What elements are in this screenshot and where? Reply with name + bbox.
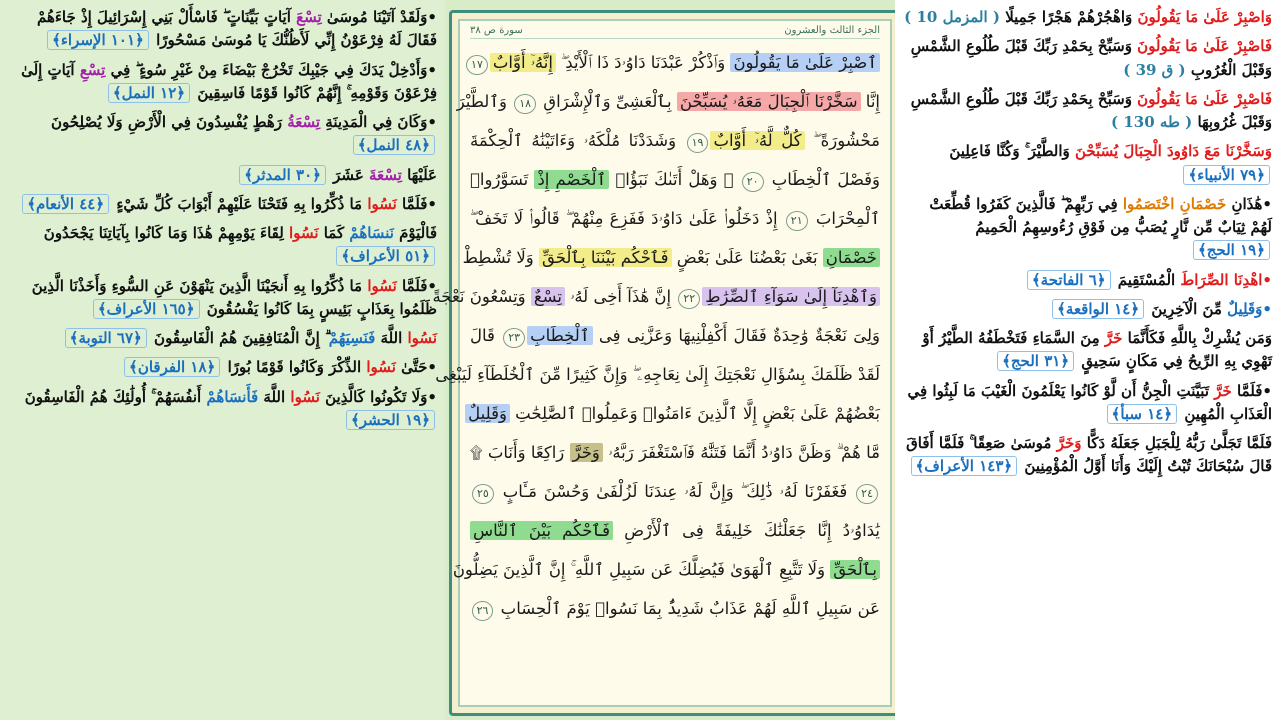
mushaf-page-inner <box>432 19 892 707</box>
keyword-highlight: ( طه 130 ) <box>1111 113 1193 131</box>
verse-text: لِقَاءَ يَوْمِهِمْ هَٰذَا وَمَا كَانُوا بِآيَاتِنَا يَجْحَدُونَ <box>43 224 290 242</box>
surah-reference: ﴿١٩ الحج﴾ <box>1193 240 1270 260</box>
verse-text: عَشَرَ <box>327 165 369 184</box>
cross-reference-entry <box>8 193 437 216</box>
verse-text: وَمَن يُشْرِكْ بِاللَّهِ فَكَأَنَّمَا <box>1122 329 1272 347</box>
left-notes-panel <box>0 0 445 720</box>
highlighted-phrase: كُلٌّ لَّهُۥٓ أَوَّابٌ <box>710 131 804 150</box>
ayah-text: وَلِىَ نَعْجَةٌ وَٰحِدَةٌ فَقَالَ أَكْفِلْنِيهَا وَعَزَّنِى فِى <box>592 326 880 345</box>
ayah-number-marker: ١٨ <box>514 94 536 114</box>
cross-reference-entry <box>903 6 1272 29</box>
mushaf-page <box>432 10 901 716</box>
ayah-text: رَاكِعًا وَأَنَابَ ۩ <box>470 443 570 462</box>
highlighted-phrase: وَٱهْدِنَآ إِلَىٰ سَوَآءِ ٱلصِّرَٰطِ <box>702 287 880 306</box>
mushaf-line <box>470 589 880 628</box>
ayah-text: وَٱذْكُرْ عَبْدَنَا دَاوُۥدَ ذَا ٱلْأَيْدِ ۖ <box>555 53 731 72</box>
verse-text: •فَلَمَّا <box>1231 381 1272 400</box>
keyword-highlight: نَسُوا <box>407 329 437 347</box>
ayah-text: بَغَىٰ بَعْضُنَا عَلَىٰ بَعْضٍ <box>671 248 823 267</box>
ayah-number-marker: ٢٥ <box>472 484 494 504</box>
highlighted-phrase: ٱصْبِرْ عَلَىٰ مَا يَقُولُونَ <box>730 53 880 72</box>
keyword-highlight: وَسَخَّرْنَا مَعَ دَاوُودَ الْجِبَالَ يُسَبِّحْنَ <box>1074 142 1272 161</box>
mushaf-line <box>470 160 880 199</box>
verse-text: تَبَيَّنَتِ الْجِنُّ أَن لَّوْ كَانُوا يَعْلَمُونَ الْغَيْبَ مَا لَبِثُوا فِي الْعَذَابِ الْمُهِينِ <box>907 381 1272 423</box>
surah-reference: ﴿٣٠ المدثر﴾ <box>239 165 326 185</box>
surah-reference: ﴿٦٧ التوبة﴾ <box>65 328 147 348</box>
mushaf-line <box>470 394 880 433</box>
keyword-highlight: ( ق 39 ) <box>1123 60 1186 79</box>
ayah-text: لَقَدْ ظَلَمَكَ بِسُؤَالِ نَعْجَتِكَ إِلَىٰ نِعَاجِهِۦ ۖ وَإِنَّ كَثِيرًا مِّنَ ٱلْخُلَطَآءِ لَيَبْغِى <box>435 365 880 384</box>
verse-text: وَالطَّيْرَ ۚ وَكُنَّا فَاعِلِينَ <box>949 142 1075 161</box>
verse-text: •فَلَمَّا <box>396 276 437 295</box>
ayah-text: وَلَا تَتَّبِعِ ٱلْهَوَىٰ فَيُضِلَّكَ عَن سَبِيلِ ٱللَّهِ ۚ إِنَّ ٱلَّذِينَ يَضِلُّونَ <box>452 560 831 579</box>
cross-reference-entry <box>8 59 437 106</box>
verse-text: ۗ إِنَّ الْمُنَافِقِينَ هُمُ الْفَاسِقُونَ <box>148 329 329 347</box>
ayah-text: بَعْضُهُمْ عَلَىٰ بَعْضٍ إِلَّا ٱلَّذِينَ ءَامَنُوا۟ وَعَمِلُوا۟ ٱلصَّٰلِحَٰتِ <box>509 404 880 423</box>
ayah-number-marker: ١٩ <box>687 133 709 153</box>
surah-reference: ﴿١٤ الواقعة﴾ <box>1052 299 1144 319</box>
cross-reference-entry <box>8 164 437 187</box>
surah-reference: ﴿٧٩ الأنبياء﴾ <box>1183 165 1270 185</box>
surah-label: سورة ص ٣٨ <box>470 25 523 36</box>
surah-reference: ﴿١٠١ الإسراء﴾ <box>47 30 149 50</box>
ayah-text: إِنَّ هَٰذَآ أَخِى لَهُۥ <box>564 287 677 306</box>
surah-reference: ﴿١٦٥ الأعراف﴾ <box>93 299 200 319</box>
keyword-highlight: وَخَرَّ <box>1056 434 1082 452</box>
ayah-text: مَّا هُمْ ۗ وَظَنَّ دَاوُۥدُ أَنَّمَا فَتَنَّٰهُ فَٱسْتَغْفَرَ رَبَّهُۥ <box>602 443 881 462</box>
mushaf-line <box>470 199 880 238</box>
ayah-text: بِٱلْعَشِىِّ وَٱلْإِشْرَاقِ <box>538 92 677 111</box>
highlighted-phrase: خَصْمَانِ <box>823 248 880 267</box>
keyword-highlight: فَاصْبِرْ عَلَىٰ مَا يَقُولُونَ <box>1137 37 1272 56</box>
verse-text: فَالْيَوْمَ <box>393 224 437 242</box>
verse-text: •وَأَدْخِلْ يَدَكَ فِي جَيْبِكَ تَخْرُجْ بَيْضَاءَ مِنْ غَيْرِ سُوءٍ ۖ فِي <box>105 60 437 79</box>
keyword-highlight: نَسُوا <box>289 224 319 242</box>
verse-text: مَا ذُكِّرُوا بِهِ فَتَحْنَا عَلَيْهِمْ أَبْوَابَ كُلِّ شَيْءٍ <box>111 194 368 213</box>
cross-reference-entry <box>903 432 1272 479</box>
keyword-highlight: ( المزمل 10 ) <box>904 8 1000 26</box>
cross-reference-entry <box>903 380 1272 427</box>
mushaf-line <box>470 472 880 511</box>
ayah-text: فَغَفَرْنَا لَهُۥ ذَٰلِكَ ۖ وَإِنَّ لَهُۥ عِندَنَا لَزُلْفَىٰ وَحُسْنَ مَـَٔابٍ <box>495 482 855 501</box>
keyword-highlight: تِسْعَةُ <box>287 113 321 131</box>
ayah-text: يَٰدَاوُۥدُ إِنَّا جَعَلْنَٰكَ خَلِيفَةً فِى ٱلْأَرْضِ <box>613 521 880 540</box>
highlighted-phrase: سَخَّرْنَا ٱلْجِبَالَ مَعَهُۥ يُسَبِّحْنَ <box>677 92 861 111</box>
ayah-text: عَن سَبِيلِ ٱللَّهِ لَهُمْ عَذَابٌ شَدِيدٌۢ بِمَا نَسُوا۟ يَوْمَ ٱلْحِسَابِ <box>495 599 880 618</box>
keyword-highlight: خَرَّ <box>1214 381 1232 400</box>
cross-reference-entry <box>903 140 1272 187</box>
mushaf-line <box>462 238 880 277</box>
mushaf-header <box>470 25 880 39</box>
surah-reference: ﴿١٩ الحشر﴾ <box>346 410 435 430</box>
verse-text: وَسَبِّحْ بِحَمْدِ رَبِّكَ قَبْلَ طُلُوعِ الشَّمْسِ وَقَبْلَ الْغُرُوبِ <box>910 37 1272 79</box>
mushaf-line <box>470 43 880 82</box>
keyword-highlight: تِسْعِ <box>79 60 106 79</box>
ayah-number-marker: ٢٠ <box>742 172 764 192</box>
keyword-highlight: فَاصْبِرْ عَلَىٰ مَا يَقُولُونَ <box>1137 89 1272 108</box>
cross-reference-entry <box>8 327 437 350</box>
right-notes-panel <box>895 0 1280 720</box>
cross-reference-entry <box>8 111 437 158</box>
cross-reference-entry <box>8 356 437 379</box>
ayah-text: تَسَوَّرُوا۟ <box>470 170 535 189</box>
keyword-highlight: فَنَسِيَهُمْ <box>328 329 376 347</box>
ayah-text: وَفَصْلَ ٱلْخِطَابِ <box>765 170 880 189</box>
keyword-highlight: نَسُوا <box>366 358 396 377</box>
cross-reference-entry <box>8 386 437 433</box>
mushaf-line <box>470 316 880 355</box>
keyword-highlight: نَسُوا <box>290 387 320 406</box>
ayah-number-marker: ٢٦ <box>472 601 494 621</box>
keyword-highlight: تِسْعَةَ <box>369 165 402 184</box>
mushaf-line <box>470 511 880 550</box>
highlighted-phrase: وَقَلِيلٌ <box>465 404 510 423</box>
keyword-highlight: •اهْدِنَا الصِّرَاطَ <box>1180 270 1272 289</box>
verse-text: فَلَمَّا تَجَلَّىٰ رَبُّهُ لِلْجَبَلِ جَعَلَهُ دَكًّا <box>1081 434 1272 452</box>
cross-reference-entry <box>903 193 1272 263</box>
ayah-text: ۞ وَهَلْ أَتَىٰكَ نَبَؤُا۟ <box>609 170 740 189</box>
cross-reference-entry <box>903 269 1272 292</box>
surah-reference: ﴿٦ الفاتحة﴾ <box>1027 270 1111 290</box>
verse-text: مُوسَىٰ صَعِقًا ۚ فَلَمَّا أَفَاقَ قَالَ سُبْحَانَكَ تُبْتُ إِلَيْكَ وَأَنَا أَوَّلُ الْمُؤْمِنِينَ <box>906 434 1272 476</box>
ayah-text: قَالَ <box>470 326 502 345</box>
cross-reference-entry <box>903 327 1272 374</box>
mushaf-line <box>470 433 880 472</box>
surah-reference: ﴿١٤٣ الأعراف﴾ <box>911 456 1018 476</box>
cross-reference-entry <box>903 88 1272 135</box>
surah-reference: ﴿٤٨ النمل﴾ <box>353 135 435 155</box>
ayah-number-marker: ١٧ <box>466 55 488 75</box>
keyword-highlight: نَسُوا <box>367 194 397 213</box>
mushaf-line <box>452 550 880 589</box>
surah-reference: ﴿٥١ الأعراف﴾ <box>336 246 435 266</box>
surah-reference: ﴿٣١ الحج﴾ <box>997 351 1074 371</box>
ayah-text: إِذْ دَخَلُوا۟ عَلَىٰ دَاوُۥدَ فَفَزِعَ مِنْهُمْ ۖ قَالُوا۟ لَا تَخَفْ ۖ <box>470 209 784 228</box>
ayah-number-marker: ٢١ <box>786 211 808 231</box>
verse-text: وَاهْجُرْهُمْ هَجْرًا جَمِيلًا <box>999 8 1138 26</box>
highlighted-phrase: تِسْعٌ <box>531 287 565 306</box>
mushaf-line <box>456 82 880 121</box>
highlighted-phrase: بِٱلْحَقِّ <box>830 560 880 579</box>
verse-text: الْمُسْتَقِيمَ <box>1112 270 1181 289</box>
verse-text: وَسَبِّحْ بِحَمْدِ رَبِّكَ قَبْلَ طُلُوعِ الشَّمْسِ وَقَبْلَ غُرُوبِهَا <box>910 89 1272 131</box>
ayah-number-marker: ٢٤ <box>856 484 878 504</box>
verse-text: مَا ذُكِّرُوا بِهِ أَنجَيْنَا الَّذِينَ يَنْهَوْنَ عَنِ السُّوءِ وَأَخَذْنَا الَّذِينَ ظَلَمُوا بِعَذَابٍ بَئِيسٍ بِمَا كَانُوا يَفْسُقُونَ <box>31 276 437 318</box>
verse-text: الذِّكْرَ وَكَانُوا قَوْمًا بُورًا <box>222 358 367 377</box>
keyword-highlight: •وَقَلِيلٌ <box>1227 299 1272 318</box>
highlighted-phrase: ٱلْخِطَابِ <box>527 326 592 345</box>
keyword-highlight: وَاصْبِرْ عَلَىٰ مَا يَقُولُونَ <box>1137 8 1272 26</box>
ayah-text: وَشَدَدْنَا مُلْكَهُۥ وَءَاتَيْنَٰهُ ٱلْحِكْمَةَ <box>470 131 685 150</box>
cross-reference-entry <box>8 275 437 322</box>
verse-text: اللَّهَ <box>258 387 291 406</box>
keyword-highlight: تِسْعَ <box>296 8 322 26</box>
cross-reference-entry <box>903 35 1272 82</box>
highlighted-phrase: وَخَرَّ <box>570 443 603 462</box>
mushaf-line <box>435 355 880 394</box>
highlighted-phrase: إِنَّهُۥٓ أَوَّابٌ <box>490 53 556 72</box>
ayah-text: وَٱلطَّيْرَ <box>456 92 513 111</box>
keyword-highlight: خَرَّ <box>1104 329 1123 347</box>
keyword-highlight: نَسُوا <box>367 276 397 295</box>
ayah-text: مَحْشُورَةً ۖ <box>804 131 881 150</box>
keyword-highlight: خَصْمَانِ اخْتَصَمُوا <box>1122 194 1227 213</box>
highlighted-phrase: ٱلْخَصْمِ إِذْ <box>534 170 609 189</box>
juz-label: الجزء الثالث والعشرون <box>784 25 880 36</box>
verse-text: •حَتَّىٰ <box>395 358 437 377</box>
verse-text: عَلَيْهَا <box>401 165 437 184</box>
verse-text: أَنفُسَهُمْ ۚ أُولَٰئِكَ هُمُ الْفَاسِقُونَ <box>24 387 207 406</box>
verse-text: كَمَا <box>318 224 350 242</box>
highlighted-phrase: فَٱحْكُم بَيْنَنَا بِٱلْحَقِّ <box>539 248 672 267</box>
ayah-number-marker: ٢٢ <box>678 289 700 309</box>
cross-reference-entry <box>903 298 1272 321</box>
surah-reference: ﴿١٨ الفرقان﴾ <box>124 357 220 377</box>
verse-text: •هَٰذَانِ <box>1226 194 1272 213</box>
verse-text: مِّنَ الْآخِرِينَ <box>1146 299 1228 318</box>
verse-text: آيَاتٍ إِلَىٰ فِرْعَوْنَ وَقَوْمِهِ ۚ إِنَّهُمْ كَانُوا قَوْمًا فَاسِقِينَ <box>21 60 437 102</box>
mushaf-lines <box>432 43 881 628</box>
ayah-number-marker: ٢٣ <box>503 328 525 348</box>
ayah-text: ٱلْمِحْرَابَ <box>809 209 880 228</box>
verse-text: آيَاتٍ بَيِّنَاتٍ ۖ فَاسْأَلْ بَنِي إِسْرَائِيلَ إِذْ جَاءَهُمْ فَقَالَ لَهُ فِرْعَوْنُ إِنِّي لَأَظُنُّكَ يَا مُوسَىٰ مَسْحُورًا <box>36 8 437 50</box>
verse-text: مِنَ السَّمَاءِ فَتَخْطَفُهُ الطَّيْرُ أَوْ تَهْوِي بِهِ الرِّيحُ فِي مَكَانٍ سَحِيقٍ <box>922 329 1272 371</box>
verse-text: •وَلَقَدْ آتَيْنَا مُوسَىٰ <box>321 8 437 26</box>
verse-text: فِي رَبِّهِمْ ۖ فَالَّذِينَ كَفَرُوا قُطِّعَتْ لَهُمْ ثِيَابٌ مِّن نَّارٍ يُصَبُّ مِن فَوْقِ رُءُوسِهِمُ الْحَمِيمُ <box>929 194 1272 236</box>
ayah-text: إِنَّا <box>860 92 880 111</box>
verse-text: •وَكَانَ فِي الْمَدِينَةِ <box>320 113 437 131</box>
ayah-text: وَتِسْعُونَ نَعْجَةً <box>432 287 531 306</box>
verse-text: اللَّهَ <box>375 329 408 347</box>
mushaf-line <box>432 277 880 316</box>
surah-reference: ﴿١٤ سبأ﴾ <box>1107 404 1178 424</box>
cross-reference-entry <box>8 6 437 53</box>
cross-reference-entry <box>8 222 437 269</box>
keyword-highlight: نَنسَاهُمْ <box>349 224 394 242</box>
mushaf-line <box>470 121 880 160</box>
surah-reference: ﴿١٢ النمل﴾ <box>108 83 190 103</box>
ayah-text: وَلَا تُشْطِطْ <box>462 248 539 267</box>
surah-reference: ﴿٤٤ الأنعام﴾ <box>22 194 109 214</box>
verse-text: •فَلَمَّا <box>396 194 437 213</box>
keyword-highlight: فَأَنسَاهُمْ <box>206 387 259 406</box>
verse-text: رَهْطٍ يُفْسِدُونَ فِي الْأَرْضِ وَلَا يُصْلِحُونَ <box>51 113 288 131</box>
verse-text: •وَلَا تَكُونُوا كَالَّذِينَ <box>319 387 437 406</box>
highlighted-phrase: فَٱحْكُم بَيْنَ ٱلنَّاسِ <box>470 521 613 540</box>
